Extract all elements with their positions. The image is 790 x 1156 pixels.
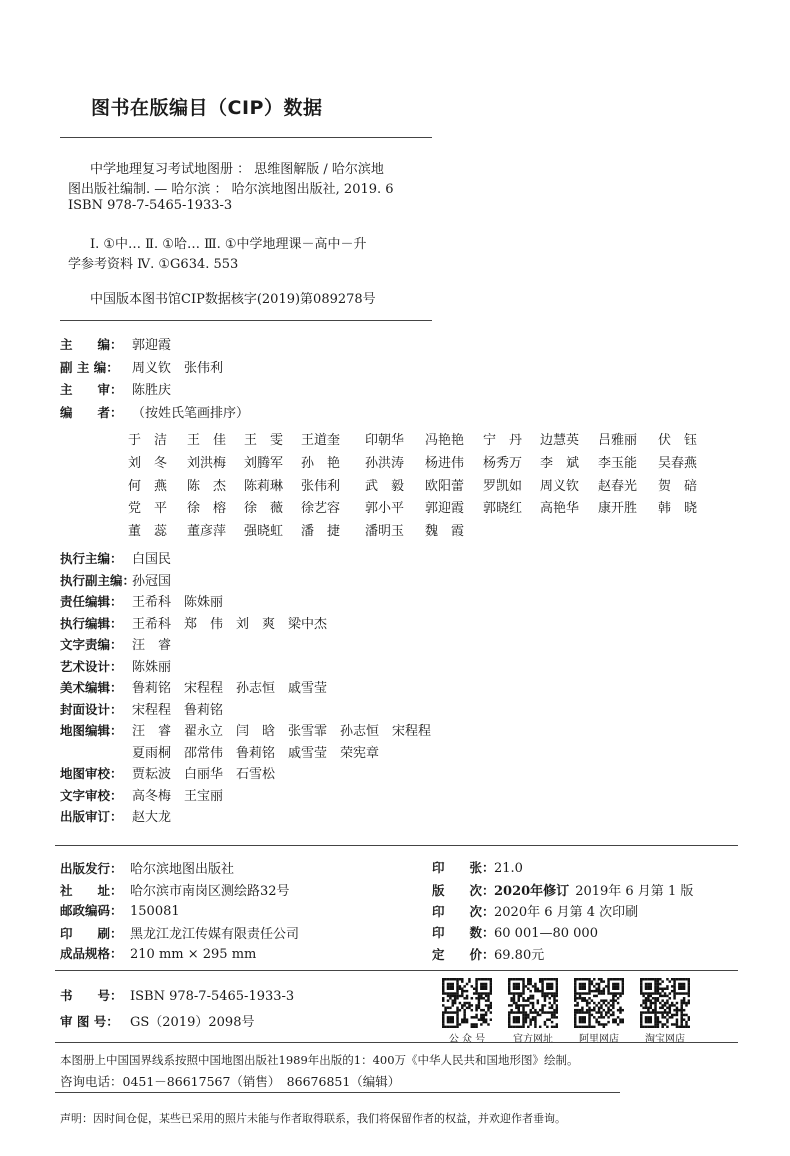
cip-title: 图书在版编目（CIP）数据 [91, 97, 323, 119]
editor-name: 郭迎霞 [425, 501, 465, 517]
cip-number: 中国版本图书馆CIP数据核字(2019)第089278号 [90, 292, 376, 307]
editor-name: 王 雯 [244, 433, 284, 448]
editor-name: 陈莉琳 [244, 478, 284, 494]
cip-class-2: 学参考资料 Ⅳ. ①G634. 553 [68, 257, 239, 272]
editor-name: 陈 杰 [187, 478, 227, 494]
field-value: 郭迎霞 [132, 338, 172, 353]
info-row [60, 402, 249, 422]
info-row [60, 880, 290, 899]
info-row [60, 548, 171, 568]
qr-caption: 公 众 号 [448, 1034, 486, 1045]
info-row [60, 858, 234, 877]
editor-name: 吕雅丽 [598, 433, 638, 448]
field-value: 王希科 陈姝丽 [132, 595, 224, 610]
field-label: 封面设计： [60, 701, 123, 717]
disclaimer: 声明：因时间仓促，某些已采用的照片未能与作者取得联系，我们将保留作者的权益，并欢迎作者垂询。 [60, 1112, 566, 1125]
info-row [60, 570, 171, 590]
qr-caption: 官方网址 [513, 1034, 553, 1045]
field-value: 哈尔滨市南岗区测绘路32号 [130, 883, 290, 899]
print-info-row [432, 901, 638, 920]
cip-class-1: Ⅰ. ①中… Ⅱ. ①哈… Ⅲ. ①中学地理课－高中－升 [90, 237, 367, 252]
editor-name: 孙 艳 [301, 455, 341, 471]
editor-name: 李 斌 [540, 455, 580, 471]
editor-name: 孙洪涛 [365, 455, 405, 471]
map-approval-row [60, 1011, 254, 1030]
editor-name: 韩 晓 [658, 501, 698, 517]
editor-name: 潘 捷 [301, 524, 341, 540]
field-label: 执行编辑： [60, 615, 123, 631]
field-value: 贾耘波 白丽华 石雪松 [132, 767, 276, 782]
field-value: 汪 睿 翟永立 闫 晗 张雪霏 孙志恒 宋程程 [132, 724, 432, 739]
info-row [60, 591, 223, 611]
qr-caption: 阿里网店 [579, 1034, 619, 1045]
field-value: 60 001—80 000 [494, 925, 598, 941]
field-value: 210 mm × 295 mm [130, 947, 257, 962]
editor-name: 欧阳蕾 [425, 478, 465, 494]
info-row [60, 742, 379, 762]
field-label: 美术编辑： [60, 680, 123, 695]
info-row [60, 720, 431, 740]
qr-caption: 淘宝网店 [645, 1034, 685, 1045]
divider [55, 970, 738, 971]
editor-name: 高艳华 [540, 501, 580, 517]
editor-name: 周义钦 [540, 478, 580, 494]
info-row [60, 613, 327, 633]
editor-name: 罗凯如 [483, 478, 523, 494]
field-value: 汪 睿 [132, 638, 172, 653]
editor-name: 徐 薇 [244, 501, 284, 517]
info-row [60, 334, 171, 354]
cip-line-2: 图出版社编制. — 哈尔滨 ： 哈尔滨地图出版社, 2019. 6 [68, 182, 394, 197]
divider [55, 845, 738, 846]
field-label: 邮政编码： [60, 903, 123, 918]
field-label: 印 张： [432, 860, 495, 875]
info-row [60, 357, 223, 377]
editor-name: 吴春燕 [658, 455, 698, 471]
field-label: 执行副主编： [60, 572, 136, 588]
info-row [60, 923, 299, 942]
field-value: 鲁莉铭 宋程程 孙志恒 戚雪莹 [132, 681, 328, 696]
editor-name: 武 毅 [365, 478, 405, 494]
editor-name: 郭晓红 [483, 501, 523, 517]
contact-phone: 咨询电话：0451－86617567（销售） 86676851（编辑） [60, 1074, 401, 1089]
editor-name: 印朝华 [365, 433, 405, 448]
info-row [60, 379, 171, 399]
field-label: 版 次： [432, 882, 495, 898]
field-value: 周义钦 张伟利 [132, 360, 224, 376]
field-value: （按姓氏笔画排序） [132, 405, 250, 421]
editor-name: 徐艺容 [301, 501, 341, 517]
qr-code[interactable] [574, 978, 624, 1028]
qr-code-pattern [574, 978, 624, 1028]
editor-name: 杨进伟 [425, 455, 465, 471]
editor-name: 康开胜 [598, 501, 638, 517]
editor-name: 潘明玉 [365, 524, 405, 540]
info-row [60, 634, 171, 654]
field-label: 艺术设计： [60, 658, 123, 674]
info-row [60, 763, 275, 783]
field-value: 150081 [130, 904, 180, 919]
editor-name: 杨秀万 [483, 455, 523, 471]
field-label: 出版发行： [60, 861, 123, 876]
editor-name: 李玉能 [598, 455, 638, 471]
field-value: 白国民 [132, 552, 172, 567]
field-value: 69.80元 [494, 948, 545, 963]
field-label: 印 刷： [60, 925, 123, 941]
editor-name: 党 平 [128, 501, 168, 517]
field-value: 陈姝丽 [132, 659, 172, 675]
editor-name: 董 蕊 [128, 524, 168, 540]
cip-line-3: ISBN 978-7-5465-1933-3 [68, 198, 233, 213]
map-border-note: 本图册上中国国界线系按照中国地图出版社1989年出版的1：400万《中华人民共和国地形图》绘制。 [60, 1053, 579, 1067]
field-value: 孙冠国 [132, 573, 172, 589]
info-row [60, 785, 223, 805]
editor-name: 边慧英 [540, 433, 580, 448]
field-label: 成品规格： [60, 946, 123, 961]
cip-line-1: 中学地理复习考试地图册 ： 思维图解版 / 哈尔滨地 [90, 162, 384, 177]
editor-name: 赵春光 [598, 478, 638, 494]
print-info-row [432, 923, 598, 941]
info-row [60, 901, 180, 919]
editor-name: 魏 霞 [425, 524, 465, 540]
divider [60, 137, 432, 138]
editor-name: 于 洁 [128, 433, 168, 448]
field-label: 印 数： [432, 924, 495, 940]
editor-name: 刘腾军 [244, 455, 284, 471]
editor-name: 董彦萍 [187, 524, 227, 540]
divider [60, 320, 432, 321]
editor-name: 张伟利 [301, 478, 341, 494]
editor-name: 徐 榕 [187, 501, 227, 517]
field-value: 2019年 6 月第 1 版 [575, 883, 694, 899]
field-label: 地图编辑： [60, 723, 123, 738]
field-label: 文字审校： [60, 787, 123, 803]
editor-name: 何 燕 [128, 478, 168, 494]
print-info-row [432, 880, 693, 899]
qr-code[interactable] [640, 978, 690, 1028]
print-info-row [432, 858, 523, 876]
field-value: 21.0 [494, 861, 523, 876]
field-label: 副 主 编： [60, 359, 119, 375]
editor-name: 刘 冬 [128, 455, 168, 471]
field-label: 主 编： [60, 337, 123, 352]
field-label: 地图审校： [60, 766, 123, 781]
qr-code[interactable] [442, 978, 492, 1028]
qr-code-pattern [442, 978, 492, 1028]
editor-name: 宁 丹 [483, 433, 523, 448]
isbn-value: ISBN 978-7-5465-1933-3 [130, 989, 295, 1004]
isbn-label: 书 号： [60, 988, 123, 1003]
field-label: 编 者： [60, 404, 123, 420]
field-value: 夏雨桐 邵常伟 鲁莉铭 戚雪莹 荣宪章 [132, 745, 380, 761]
editor-name: 王道奎 [301, 433, 341, 448]
field-value: 王希科 郑 伟 刘 爽 梁中杰 [132, 616, 328, 632]
field-label: 文字责编： [60, 637, 123, 652]
info-row [60, 806, 171, 826]
editor-name: 郭小平 [365, 501, 405, 517]
editor-name: 冯艳艳 [425, 433, 465, 448]
map-approval-label: 审 图 号： [60, 1014, 119, 1029]
field-label: 定 价： [432, 947, 495, 962]
field-value: 哈尔滨地图出版社 [130, 862, 235, 877]
field-value: 宋程程 鲁莉铭 [132, 702, 224, 718]
field-label: 主 审： [60, 382, 123, 397]
field-value: 2020年 6 月第 4 次印刷 [494, 905, 639, 920]
editor-name: 伏 钰 [658, 433, 698, 448]
editor-name: 贺 碚 [658, 478, 698, 494]
map-approval-value: GS（2019）2098号 [130, 1015, 255, 1030]
field-value: 高冬梅 王宝丽 [132, 788, 224, 804]
qr-code-pattern [640, 978, 690, 1028]
field-label: 责任编辑： [60, 594, 123, 609]
isbn-row [60, 986, 294, 1004]
divider [55, 1092, 620, 1093]
editor-name: 王 佳 [187, 433, 227, 448]
print-info-row [432, 944, 544, 963]
qr-code[interactable] [508, 978, 558, 1028]
field-label: 出版审订： [60, 809, 123, 824]
editor-name: 刘洪梅 [187, 455, 227, 471]
info-row [60, 944, 256, 962]
editor-name: 强晓虹 [244, 524, 284, 540]
field-value: 陈胜庆 [132, 383, 172, 398]
info-row [60, 677, 327, 697]
divider [55, 1042, 738, 1043]
revision-note: 2020年修订 [494, 883, 570, 899]
field-label: 社 址： [60, 882, 123, 898]
field-value: 赵大龙 [132, 810, 172, 825]
field-label: 印 次： [432, 904, 495, 919]
info-row [60, 699, 223, 719]
field-value: 黑龙江龙江传媒有限责任公司 [130, 926, 300, 942]
field-label: 执行主编： [60, 551, 123, 566]
qr-code-pattern [508, 978, 558, 1028]
info-row [60, 656, 171, 676]
